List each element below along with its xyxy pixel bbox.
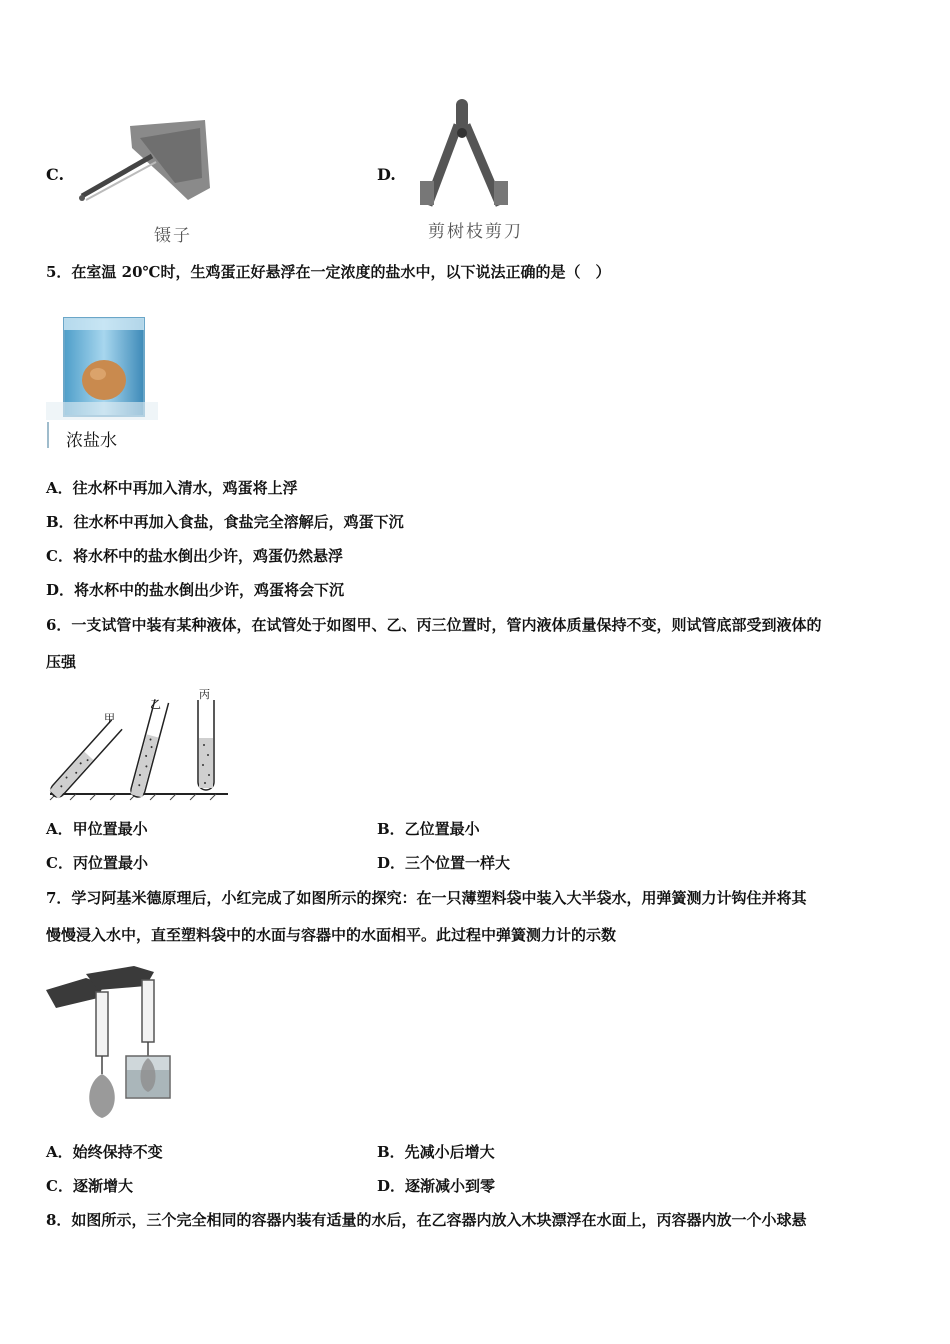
q7-option-c: C．逐渐增大 [46,1177,133,1195]
pruning-shears-icon [410,95,520,210]
beaker-caption: 浓盐水 [66,431,117,451]
spring-scale-icon [46,962,176,1122]
q5-question: 5．在室温 20℃时，生鸡蛋正好悬浮在一定浓度的盐水中，以下说法正确的是（ ） [46,263,611,281]
q6-option-a: A．甲位置最小 [46,820,148,838]
q5-option-c: C．将水杯中的盐水倒出少许，鸡蛋仍然悬浮 [46,547,343,565]
tweezers-icon [70,108,220,243]
pruning-shears-figure [410,95,520,210]
q5-option-a: A．往水杯中再加入清水，鸡蛋将上浮 [46,479,298,497]
q7-option-b: B．先减小后增大 [377,1143,495,1161]
q8-question-line1: 8．如图所示，三个完全相同的容器内装有适量的水后，在乙容器内放入木块漂浮在水面上，丙容器内放一个小球悬 [46,1211,807,1229]
q6-option-b: B．乙位置最小 [377,820,480,838]
q5-option-d: D．将水杯中的盐水倒出少许，鸡蛋将会下沉 [46,581,345,599]
q6-question-line2: 压强 [46,653,77,671]
q7-question-line1: 7．学习阿基米德原理后，小红完成了如图所示的探究：在一只薄塑料袋中装入大半袋水，用弹簧测力计钩住并将其 [46,889,807,907]
q6-option-d: D．三个位置一样大 [377,854,511,872]
option-d-label: D. [377,165,396,184]
tweezers-figure [70,108,220,243]
tweezers-caption: 镊子 [154,226,192,246]
q7-question-line2: 慢慢浸入水中，直至塑料袋中的水面与容器中的水面相平。此过程中弹簧测力计的示数 [46,926,617,944]
q7-option-d: D．逐渐减小到零 [377,1177,496,1195]
test-tubes-icon [46,690,236,800]
q5-option-b: B．往水杯中再加入食盐，食盐完全溶解后，鸡蛋下沉 [46,513,404,531]
test-tubes-figure [46,690,236,800]
option-c-label: C. [46,165,65,184]
q6-option-c: C．丙位置最小 [46,854,148,872]
spring-scale-figure [46,962,176,1122]
q7-option-a: A．始终保持不变 [46,1143,163,1161]
shears-caption: 剪树枝剪刀 [428,222,523,242]
tube-label-yi: 乙 [150,698,161,711]
tube-label-jia: 甲 [104,712,115,725]
tube-label-bing: 丙 [199,688,210,701]
q6-question-line1: 6．一支试管中装有某种液体，在试管处于如图甲、乙、丙三位置时，管内液体质量保持不变，则试管底部受到液体的 [46,616,822,634]
